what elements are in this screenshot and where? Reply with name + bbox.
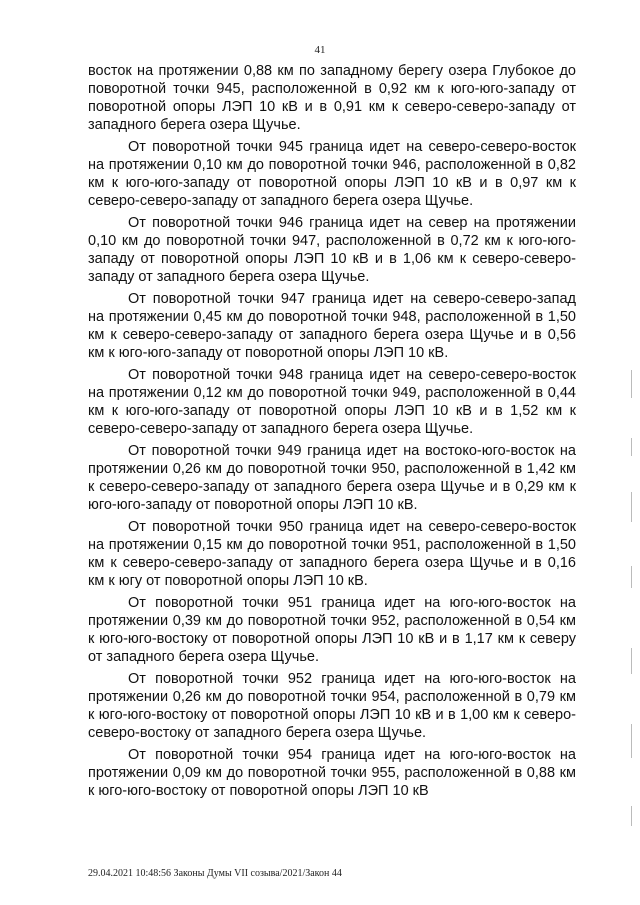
footer-document-stamp: 29.04.2021 10:48:56 Законы Думы VII созыва/2021/Закон 44: [88, 868, 342, 879]
paragraph: От поворотной точки 950 граница идет на северо-северо-восток на протяжении 0,15 км до поворотной точки 951, расположенной в 1,50 км к северо-северо-западу от западного берега озера Щучье и в 0,16 км к югу от поворотной опоры ЛЭП 10 кВ.: [88, 519, 576, 589]
paragraph: От поворотной точки 945 граница идет на северо-северо-восток на протяжении 0,10 км до поворотной точки 946, расположенной в 0,82 км к юго-юго-западу от поворотной опоры ЛЭП 10 кВ и в 0,97 км к северо-северо-западу от западного берега озера Щучье.: [88, 139, 576, 209]
document-body: [88, 62, 576, 804]
page-number: 41: [314, 44, 326, 56]
paragraph: От поворотной точки 948 граница идет на северо-северо-восток на протяжении 0,12 км до поворотной точки 949, расположенной в 0,44 км к юго-юго-западу от поворотной опоры ЛЭП 10 кВ и в 1,52 км к северо-северо-западу от западного берега озера Щучье.: [88, 367, 576, 437]
margin-scan-marks: [628, 360, 634, 880]
paragraph: От поворотной точки 952 граница идет на юго-юго-восток на протяжении 0,26 км до поворотной точки 954, расположенной в 0,79 км к юго-юго-востоку от поворотной опоры ЛЭП 10 кВ и в 1,00 км к северо-северо-востоку от западного берега озера Щучье.: [88, 671, 576, 741]
paragraph: От поворотной точки 954 граница идет на юго-юго-восток на протяжении 0,09 км до поворотной точки 955, расположенной в 0,88 км к юго-юго-востоку от поворотной опоры ЛЭП 10 кВ: [88, 747, 576, 799]
paragraph: От поворотной точки 946 граница идет на север на протяжении 0,10 км до поворотной точки 947, расположенной в 0,72 км к юго-юго-западу от поворотной опоры ЛЭП 10 кВ и в 1,06 км к северо-северо-западу от западного берега озера Щучье.: [88, 215, 576, 285]
paragraph: От поворотной точки 951 граница идет на юго-юго-восток на протяжении 0,39 км до поворотной точки 952, расположенной в 0,54 км к юго-юго-востоку от поворотной опоры ЛЭП 10 кВ и в 1,17 км к северу от западного берега озера Щучье.: [88, 595, 576, 665]
paragraph: От поворотной точки 947 граница идет на северо-северо-запад на протяжении 0,45 км до поворотной точки 948, расположенной в 1,50 км к северо-северо-западу от западного берега озера Щучье и в 0,56 км к юго-юго-западу от поворотной опоры ЛЭП 10 кВ.: [88, 291, 576, 361]
paragraph: От поворотной точки 949 граница идет на востоко-юго-восток на протяжении 0,26 км до поворотной точки 950, расположенной в 1,42 км к северо-северо-западу от западного берега озера Щучье и в 0,29 км к юго-юго-западу от поворотной опоры ЛЭП 10 кВ.: [88, 443, 576, 513]
paragraph: восток на протяжении 0,88 км по западному берегу озера Глубокое до поворотной точки 945, расположенной в 0,92 км к юго-юго-западу от поворотной опоры ЛЭП 10 кВ и в 0,91 км к северо-северо-западу от западного берега озера Щучье.: [88, 63, 576, 133]
